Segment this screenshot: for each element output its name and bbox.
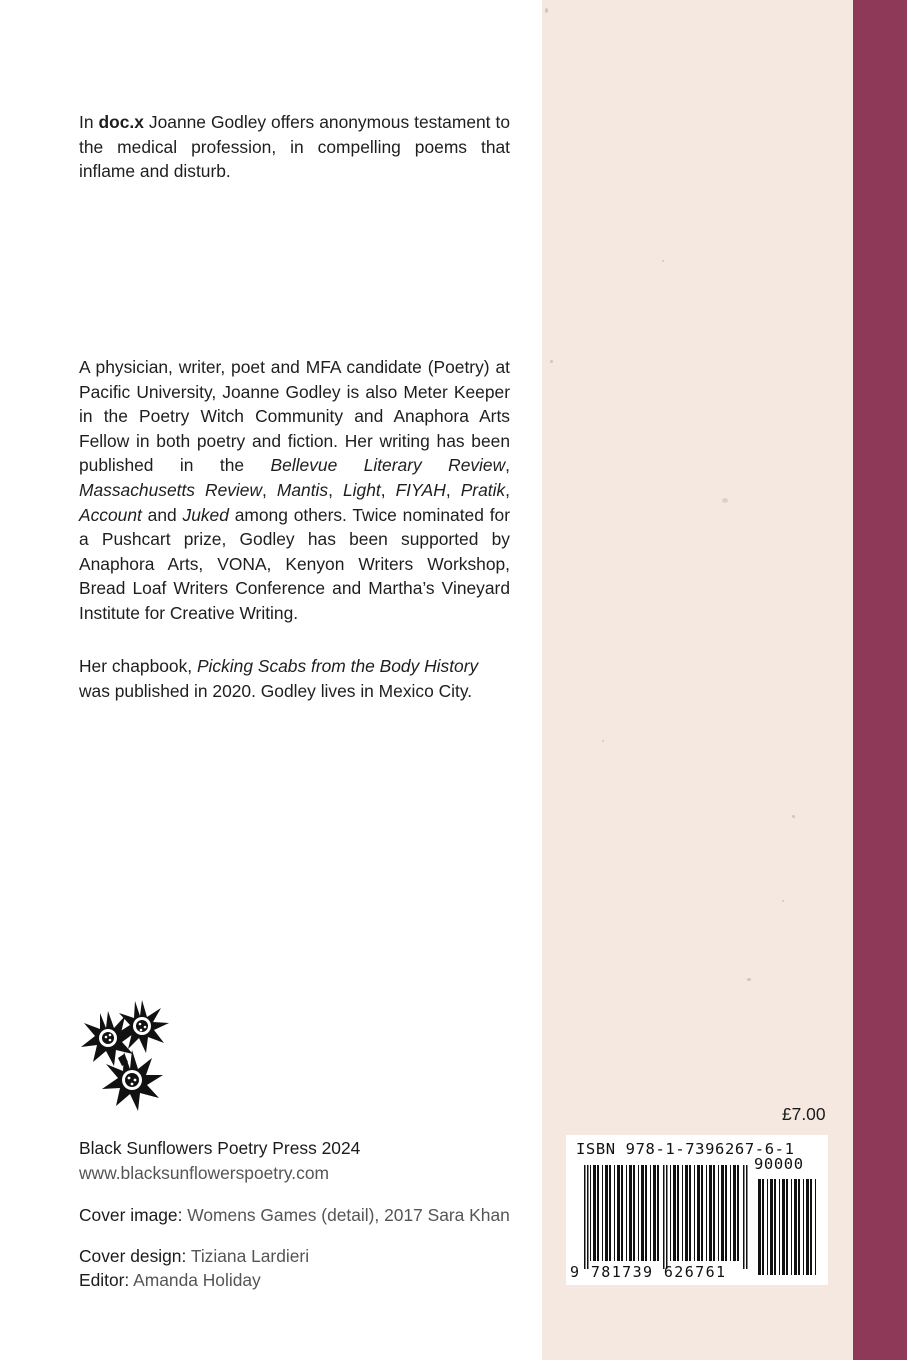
- publication-title: Pratik: [460, 479, 506, 500]
- cover-design-label: Cover design:: [79, 1246, 187, 1266]
- spine-band: [853, 0, 907, 1360]
- publication-title: FIYAH: [395, 479, 446, 500]
- publication-title: Account: [79, 504, 142, 525]
- editor-credit: [79, 1268, 261, 1292]
- cover-design-credit: [79, 1244, 309, 1268]
- cover-image-credit: [79, 1203, 510, 1227]
- cover-image-label: Cover image:: [79, 1205, 183, 1225]
- cover-design-value: Tiziana Lardieri: [190, 1246, 310, 1266]
- price: £7.00: [782, 1104, 826, 1124]
- sunflowers-logo-icon: [80, 998, 175, 1113]
- intro-paragraph: In doc.x Joanne Godley offers anonymous testament to the medical profession, in compelling poems that inflame and disturb.: [79, 112, 510, 182]
- barcode-addon-number: 90000: [754, 1155, 804, 1173]
- cover-image-value: Womens Games (detail), 2017 Sara Khan: [187, 1205, 510, 1225]
- isbn-barcode: [566, 1135, 828, 1285]
- publication-title: Mantis: [276, 479, 329, 500]
- publication-title: Juked: [182, 504, 229, 525]
- editor-label: Editor:: [79, 1270, 130, 1290]
- editor-value: Amanda Holiday: [133, 1270, 261, 1290]
- publisher-website: www.blacksunflowerspoetry.com: [79, 1163, 329, 1183]
- chapbook-title: Picking Scabs from the Body History: [196, 656, 479, 676]
- publication-title: Massachusetts Review: [79, 479, 263, 500]
- publisher-name: Black Sunflowers Poetry Press 2024: [79, 1138, 361, 1158]
- publication-title: Bellevue Literary Review: [270, 455, 506, 476]
- isbn-number: ISBN 978-1-7396267-6-1: [576, 1140, 795, 1158]
- chapbook-paragraph: Her chapbook, Picking Scabs from the Body History was published in 2020. Godley lives in Mexico City.: [79, 656, 479, 701]
- author-bio-paragraph: A physician, writer, poet and MFA candidate (Poetry) at Pacific University, Joanne Godley is also Meter Keeper in the Poetry Witch Community and Anaphora Arts Fellow in both poetry and fiction. Her writing has been published in the Bellevue Literary Review, Massachusetts Review, Mantis, Light, FIYAH, Pratik, Account and Juked among others. Twice nominated for a Pushcart prize, Godley has been supported by Anaphora Arts, VONA, Kenyon Writers Workshop, Bread Loaf Writers Conference and Martha’s Vineyard Institute for Creative Writing.: [79, 357, 510, 623]
- publication-title: Light: [342, 479, 381, 500]
- barcode-digits: 9 781739 626761: [570, 1263, 727, 1281]
- book-title: doc.x: [98, 112, 144, 132]
